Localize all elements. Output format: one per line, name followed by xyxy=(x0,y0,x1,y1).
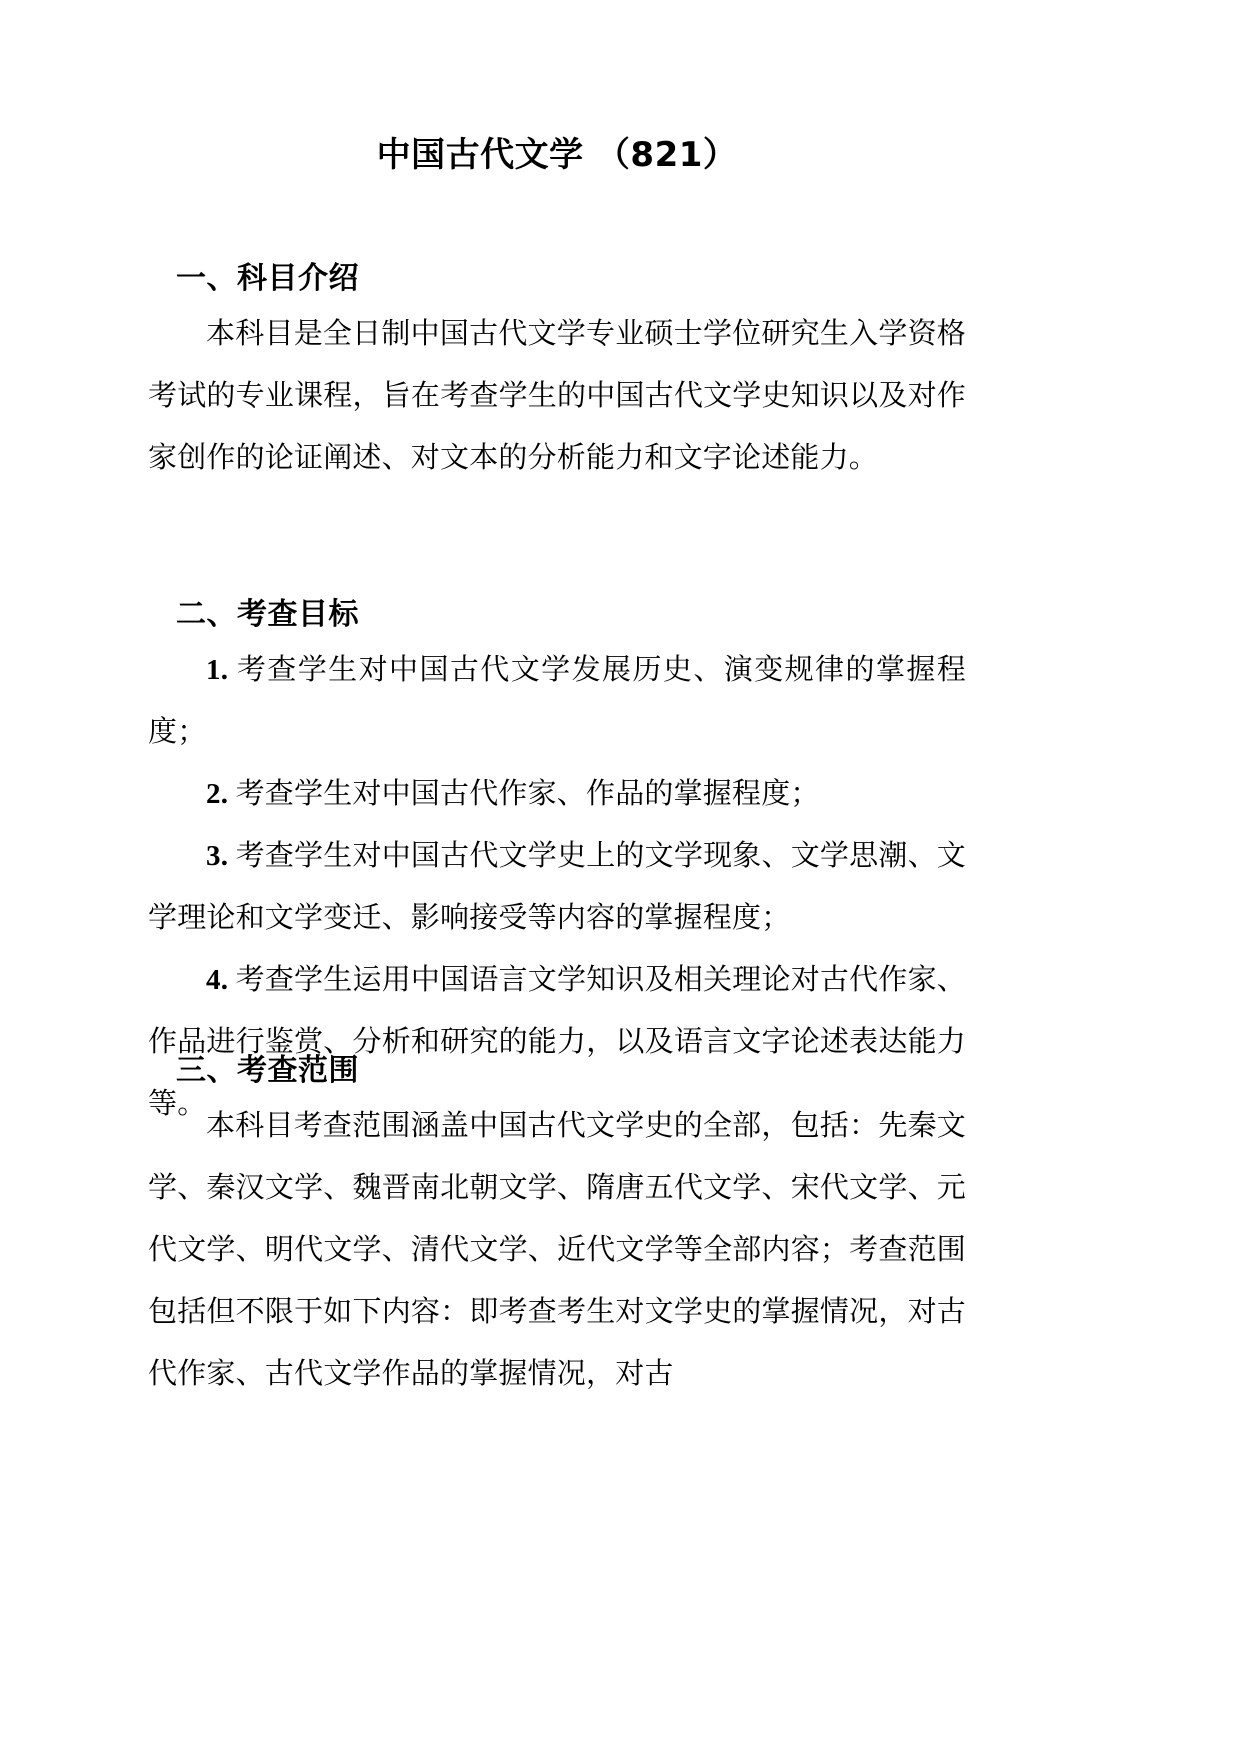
list-item-number: 2. xyxy=(206,778,229,810)
section-3-paragraph: 本科目考查范围涵盖中国古代文学史的全部，包括：先秦文学、秦汉文学、魏晋南北朝文学、隋唐五代文学、宋代文学、元代文学、明代文学、清代文学、近代文学等全部内容；考查范围包括但不限于如下内容：即考查考生对文学史的掌握情况，对古代作家、古代文学作品的掌握情况，对古 xyxy=(148,1110,966,1390)
section-1-paragraph: 本科目是全日制中国古代文学专业硕士学位研究生入学资格考试的专业课程，旨在考查学生的中国古代文学史知识以及对作家创作的论证阐述、对文本的分析能力和文字论述能力。 xyxy=(148,318,966,474)
list-item xyxy=(148,639,966,763)
list-item xyxy=(148,825,966,949)
section-heading-2: 二、考查目标 xyxy=(176,597,359,632)
list-item-number: 3. xyxy=(206,840,229,872)
list-item-text: 考查学生对中国古代作家、作品的掌握程度； xyxy=(235,778,820,810)
section-heading-3: 三、考查范围 xyxy=(176,1053,359,1088)
section-assessment-scope xyxy=(148,1047,966,1405)
section-heading-1: 一、科目介绍 xyxy=(176,261,359,296)
page-title: 中国古代文学 （821） xyxy=(376,135,738,175)
list-item-number: 1. xyxy=(206,654,229,686)
section-subject-introduction xyxy=(148,255,966,489)
list-item-text: 考查学生运用中国语言文学知识及相关理论对古代作家、作品进行鉴赏、分析和研究的能力，以及语言文字论述表达能力等。 xyxy=(148,964,966,1120)
list-item-text: 考查学生对中国古代文学发展历史、演变规律的掌握程度； xyxy=(148,654,966,748)
list-item-number: 4. xyxy=(206,964,229,996)
list-item-text: 考查学生对中国古代文学史上的文学现象、文学思潮、文学理论和文学变迁、影响接受等内容的掌握程度； xyxy=(148,840,966,934)
list-item xyxy=(148,763,966,825)
